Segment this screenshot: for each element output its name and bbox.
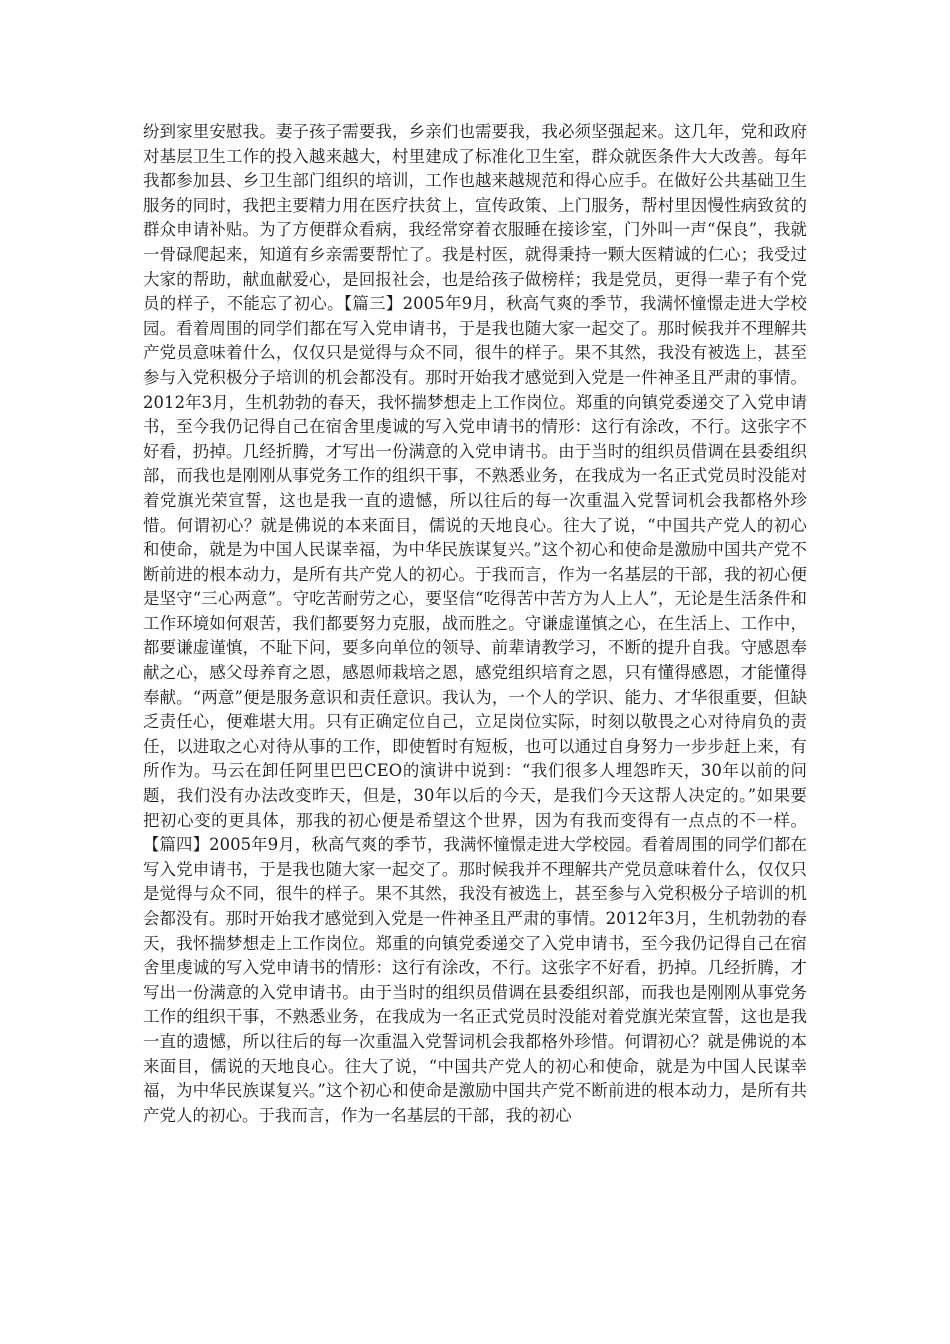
document-page bbox=[143, 120, 807, 1250]
body-paragraph: 纷到家里安慰我。妻子孩子需要我，乡亲们也需要我，我必须坚强起来。这几年，党和政府对基层卫生工作的投入越来越大，村里建成了标准化卫生室，群众就医条件大大改善。每年我都参加县、乡卫生部门组织的培训，工作也越来越规范和得心应手。在做好公共基础卫生服务的同时，我把主要精力用在医疗扶贫上，宣传政策、上门服务，帮村里因慢性病致贫的群众申请补贴。为了方便群众看病，我经常穿着衣服睡在接诊室，门外叫一声“保良”，我就一骨碌爬起来，知道有乡亲需要帮忙了。我是村医，就得秉持一颗大医精诚的仁心；我受过大家的帮助，献血献爱心，是回报社会，也是给孩子做榜样；我是党员，更得一辈子有个党员的样子，不能忘了初心。【篇三】2005年9月，秋高气爽的季节，我满怀憧憬走进大学校园。看着周围的同学们都在写入党申请书，于是我也随大家一起交了。那时候我并不理解共产党员意味着什么，仅仅只是觉得与众不同，很牛的样子。果不其然，我没有被选上，甚至参与入党积极分子培训的机会都没有。那时开始我才感觉到入党是一件神圣且严肃的事情。2012年3月，生机勃勃的春天，我怀揣梦想走上工作岗位。郑重的向镇党委递交了入党申请书，至今我仍记得自己在宿舍里虔诚的写入党申请书的情形：这行有涂改，不行。这张字不好看，扔掉。几经折腾，才写出一份满意的入党申请书。由于当时的组织员借调在县委组织部，而我也是刚刚从事党务工作的组织干事，不熟悉业务，在我成为一名正式党员时没能对着党旗光荣宣誓，这也是我一直的遗憾，所以往后的每一次重温入党誓词机会我都格外珍惜。何谓初心？就是佛说的本来面目，儒说的天地良心。往大了说，“中国共产党人的初心和使命，就是为中国人民谋幸福，为中华民族谋复兴。”这个初心和使命是激励中国共产党不断前进的根本动力，是所有共产党人的初心。于我而言，作为一名基层的干部，我的初心便是坚守“三心两意”。守吃苦耐劳之心，要坚信“吃得苦中苦方为人上人”，无论是生活条件和工作环境如何艰苦，我们都要努力克服，战而胜之。守谦虚谨慎之心，在生活上、工作中，都要谦虚谨慎，不耻下问，要多向单位的领导、前辈请教学习，不断的提升自我。守感恩奉献之心，感父母养育之恩，感恩师栽培之恩，感党组织培育之恩，只有懂得感恩，才能懂得奉献。“两意”便是服务意识和责任意识。我认为，一个人的学识、能力、才华很重要，但缺乏责任心，便难堪大用。只有正确定位自己，立足岗位实际，时刻以敬畏之心对待肩负的责任，以进取之心对待从事的工作，即使暂时有短板，也可以通过自身努力一步步赶上来，有所作为。马云在卸任阿里巴巴CEO的演讲中说到：“我们很多人埋怨昨天，30年以前的问题，我们没有办法改变昨天，但是，30年以后的今天，是我们今天这帮人决定的。”如果要把初心变的更具体，那我的初心便是希望这个世界，因为有我而变得有一点点的不一样。【篇四】2005年9月，秋高气爽的季节，我满怀憧憬走进大学校园。看着周围的同学们都在写入党申请书，于是我也随大家一起交了。那时候我并不理解共产党员意味着什么，仅仅只是觉得与众不同，很牛的样子。果不其然，我没有被选上，甚至参与入党积极分子培训的机会都没有。那时开始我才感觉到入党是一件神圣且严肃的事情。2012年3月，生机勃勃的春天，我怀揣梦想走上工作岗位。郑重的向镇党委递交了入党申请书，至今我仍记得自己在宿舍里虔诚的写入党申请书的情形：这行有涂改，不行。这张字不好看，扔掉。几经折腾，才写出一份满意的入党申请书。由于当时的组织员借调在县委组织部，而我也是刚刚从事党务工作的组织干事，不熟悉业务，在我成为一名正式党员时没能对着党旗光荣宣誓，这也是我一直的遗憾，所以往后的每一次重温入党誓词机会我都格外珍惜。何谓初心？就是佛说的本来面目，儒说的天地良心。往大了说，“中国共产党人的初心和使命，就是为中国人民谋幸福，为中华民族谋复兴。”这个初心和使命是激励中国共产党不断前进的根本动力，是所有共产党人的初心。于我而言，作为一名基层的干部，我的初心 bbox=[143, 122, 807, 1125]
